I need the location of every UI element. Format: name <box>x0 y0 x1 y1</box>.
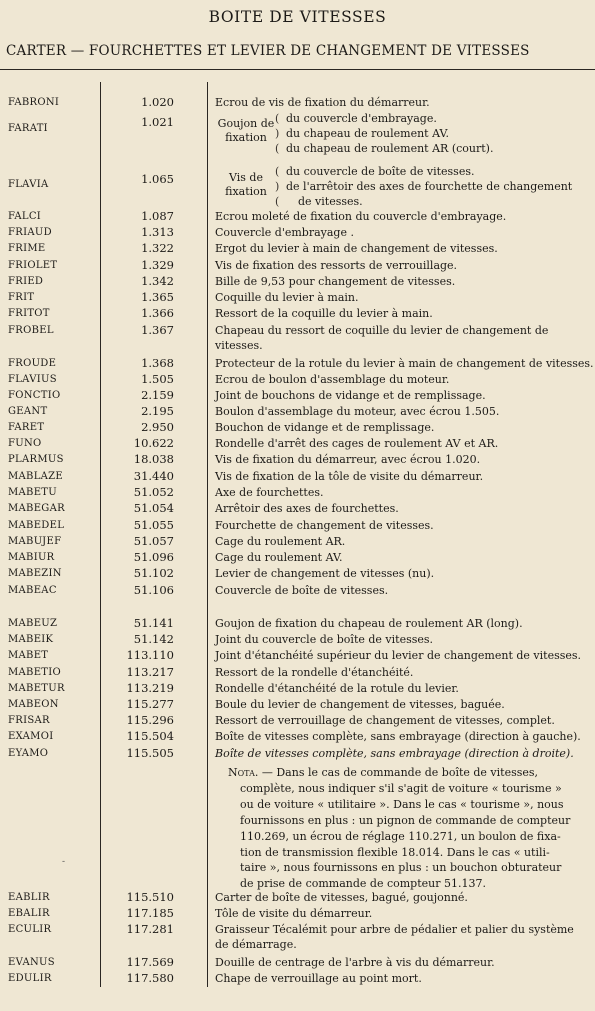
part-code: MABIUR <box>8 552 55 563</box>
part-number: 1.329 <box>141 258 174 272</box>
part-number: 113.217 <box>126 665 174 679</box>
group-label: Goujon de fixation <box>217 117 275 144</box>
part-description: Axe de fourchettes. <box>215 486 324 499</box>
part-code: GEANT <box>8 406 48 417</box>
part-code: EDULIR <box>8 973 52 984</box>
part-number: 2.195 <box>141 404 174 418</box>
part-code: FABRONI <box>8 97 60 108</box>
part-code: EBALIR <box>8 908 50 919</box>
group-line: du couvercle de boîte de vitesses. <box>286 165 475 178</box>
part-description: Boule du levier de changement de vitesses, baguée. <box>215 698 505 711</box>
part-number: 1.087 <box>141 209 174 223</box>
part-code: MABEGAR <box>8 503 65 514</box>
part-code: MABETU <box>8 487 58 498</box>
part-number: 117.281 <box>126 922 174 936</box>
group-line: du chapeau de roulement AR (court). <box>286 142 494 155</box>
part-number: 51.141 <box>133 616 174 630</box>
part-description: Bouchon de vidange et de remplissage. <box>215 421 435 434</box>
part-number: 51.142 <box>133 632 174 646</box>
part-number: 10.622 <box>133 436 174 450</box>
part-number: 31.440 <box>133 469 174 483</box>
part-code: FUNO <box>8 438 42 449</box>
part-number: 115.510 <box>126 890 174 904</box>
part-number: 1.366 <box>141 306 174 320</box>
part-number: 1.021 <box>141 115 174 129</box>
group-label: Vis de fixation <box>225 171 267 198</box>
part-code: FRIT <box>8 292 35 303</box>
part-description: Tôle de visite du démarreur. <box>215 907 373 920</box>
part-description: Bille de 9,53 pour changement de vitesses. <box>215 275 456 288</box>
part-number: 1.368 <box>141 356 174 370</box>
part-number: 1.505 <box>141 372 174 386</box>
group-line: de vitesses. <box>298 195 363 208</box>
part-code: MABETIO <box>8 667 62 678</box>
part-number: 51.106 <box>133 583 174 597</box>
part-code: FRIAUD <box>8 227 52 238</box>
part-description: Joint de bouchons de vidange et de remplissage. <box>215 389 486 402</box>
part-number: 2.159 <box>141 388 174 402</box>
part-number: 115.277 <box>126 697 174 711</box>
part-number: 117.580 <box>126 971 174 985</box>
part-code: MABET <box>8 650 49 661</box>
part-description: Ecrou de vis de fixation du démarreur. <box>215 96 430 109</box>
note-label: Nota. <box>228 766 259 779</box>
part-code: PLARMUS <box>8 454 64 465</box>
note-line: 110.269, un écrou de réglage 110.271, un boulon de fixa- <box>240 829 561 843</box>
part-code: EXAMOI <box>8 731 54 742</box>
part-number: 1.322 <box>141 241 174 255</box>
part-code: EYAMO <box>8 748 49 759</box>
part-description: Carter de boîte de vitesses, bagué, goujonné. <box>215 891 468 904</box>
part-code: ECULIR <box>8 924 52 935</box>
part-description: Joint du couvercle de boîte de vitesses. <box>215 633 434 646</box>
part-code: FONCTIO <box>8 390 61 401</box>
part-description: Goujon de fixation du chapeau de roulement AR (long). <box>215 617 523 630</box>
part-code: FRITOT <box>8 308 50 319</box>
part-code: MABEUZ <box>8 618 58 629</box>
column-divider-right <box>207 82 208 987</box>
part-description: Ecrou de boulon d'assemblage du moteur. <box>215 373 450 386</box>
group-line: du couvercle d'embrayage. <box>286 112 437 125</box>
part-number: 18.038 <box>133 452 174 466</box>
part-number: 113.219 <box>126 681 174 695</box>
group-line: de l'arrêtoir des axes de fourchette de changement <box>286 180 573 193</box>
note-line: ou de voiture « utilitaire ». Dans le cas « tourisme », nous <box>240 797 564 811</box>
part-description: Coquille du levier à main. <box>215 291 359 304</box>
part-number: 51.057 <box>133 534 174 548</box>
part-description: Ressort de la coquille du levier à main. <box>215 307 433 320</box>
part-description: Chapeau du ressort de coquille du levier de changement de vitesses. <box>215 324 549 352</box>
note-block <box>228 765 588 892</box>
group-line: du chapeau de roulement AV. <box>286 127 450 140</box>
part-description: Couvercle de boîte de vitesses. <box>215 584 389 597</box>
part-code: MABEIK <box>8 634 54 645</box>
note-line: complète, nous indiquer s'il s'agit de voiture « tourisme » <box>240 781 562 795</box>
part-description: Boîte de vitesses complète, sans embrayage (direction à droite). <box>215 747 574 760</box>
part-description: Vis de fixation de la tôle de visite du démarreur. <box>215 470 484 483</box>
part-description: Vis de fixation du démarreur, avec écrou 1.020. <box>215 453 481 466</box>
part-description: Boîte de vitesses complète, sans embrayage (direction à gauche). <box>215 730 581 743</box>
part-description: Couvercle d'embrayage . <box>215 226 354 239</box>
header-rule <box>0 69 595 70</box>
part-number: 1.342 <box>141 274 174 288</box>
column-divider-left <box>100 82 101 987</box>
note-line: fournissons en plus : un pignon de commande de compteur <box>240 813 571 827</box>
part-number: 1.065 <box>141 172 174 186</box>
part-number: 51.052 <box>133 485 174 499</box>
part-code: FARATI <box>8 123 48 134</box>
note-line: taire », nous fournissons en plus : un bouchon obturateur <box>240 861 562 875</box>
part-code: MABEAC <box>8 585 57 596</box>
part-number: 51.054 <box>133 501 174 515</box>
part-code: EABLIR <box>8 892 50 903</box>
section-subtitle: CARTER — FOURCHETTES ET LEVIER DE CHANGEMENT DE VITESSES <box>6 43 530 59</box>
brace-glyph: ( ) ( <box>275 112 280 155</box>
part-description: Rondelle d'étanchéité de la rotule du levier. <box>215 682 459 695</box>
group-lines <box>286 164 591 209</box>
part-description: Arrêtoir des axes de fourchettes. <box>215 502 399 515</box>
part-number: 1.367 <box>141 323 174 337</box>
part-description: Graisseur Técalémit pour arbre de pédalier et palier du système de démarrage. <box>215 923 574 951</box>
part-description: Ecrou moleté de fixation du couvercle d'embrayage. <box>215 210 507 223</box>
part-number: 115.505 <box>126 746 174 760</box>
part-code: MABETUR <box>8 683 65 694</box>
part-description: Boulon d'assemblage du moteur, avec écrou 1.505. <box>215 405 500 418</box>
stray-mark: - <box>62 857 66 867</box>
part-code: FROBEL <box>8 325 54 336</box>
part-code: MABUJEF <box>8 536 62 547</box>
part-code: FALCI <box>8 211 42 222</box>
group-lines <box>286 111 591 156</box>
part-description: Rondelle d'arrêt des cages de roulement AV et AR. <box>215 437 499 450</box>
part-description: Ressort de verrouillage de changement de vitesses, complet. <box>215 714 555 727</box>
part-number: 1.365 <box>141 290 174 304</box>
part-code: FRIOLET <box>8 260 58 271</box>
part-code: MABLAZE <box>8 471 64 482</box>
note-line: — Dans le cas de commande de boîte de vitesses, <box>261 766 539 779</box>
part-number: 51.102 <box>133 566 174 580</box>
part-number: 115.296 <box>126 713 174 727</box>
part-description: Chape de verrouillage au point mort. <box>215 972 422 985</box>
part-description: Ressort de la rondelle d'étanchéité. <box>215 666 414 679</box>
part-number: 117.185 <box>126 906 174 920</box>
note-line: de prise de commande de compteur 51.137. <box>240 877 486 891</box>
part-description: Cage du roulement AV. <box>215 551 343 564</box>
part-description: Joint d'étanchéité supérieur du levier de changement de vitesses. <box>215 649 582 662</box>
part-number: 51.096 <box>133 550 174 564</box>
part-number: 2.950 <box>141 420 174 434</box>
part-code: MABEON <box>8 699 59 710</box>
part-description: Fourchette de changement de vitesses. <box>215 519 434 532</box>
part-code: FRIME <box>8 243 46 254</box>
part-description: Douille de centrage de l'arbre à vis du démarreur. <box>215 956 495 969</box>
part-code: MABEZIN <box>8 568 62 579</box>
part-description: Ergot du levier à main de changement de vitesses. <box>215 242 498 255</box>
part-description: Levier de changement de vitesses (nu). <box>215 567 435 580</box>
part-code: FLAVIA <box>8 179 49 190</box>
part-code: FRIED <box>8 276 44 287</box>
note-line: tion de transmission flexible 18.014. Dans le cas « utili- <box>240 845 550 859</box>
part-code: EVANUS <box>8 957 55 968</box>
part-code: FROUDE <box>8 358 57 369</box>
part-code: FLAVIUS <box>8 374 57 385</box>
part-number: 113.110 <box>126 648 174 662</box>
part-number: 115.504 <box>126 729 174 743</box>
brace-glyph: ( ) ( <box>275 165 280 208</box>
part-code: MABEDEL <box>8 520 65 531</box>
part-number: 1.313 <box>141 225 174 239</box>
part-description: Cage du roulement AR. <box>215 535 346 548</box>
part-number: 51.055 <box>133 518 174 532</box>
part-code: FARET <box>8 422 45 433</box>
part-number: 117.569 <box>126 955 174 969</box>
part-number: 1.020 <box>141 95 174 109</box>
part-code: FRISAR <box>8 715 50 726</box>
part-description: Protecteur de la rotule du levier à main de changement de vitesses. <box>215 357 594 370</box>
page-title: BOITE DE VITESSES <box>208 8 387 26</box>
part-description: Vis de fixation des ressorts de verrouillage. <box>215 259 458 272</box>
